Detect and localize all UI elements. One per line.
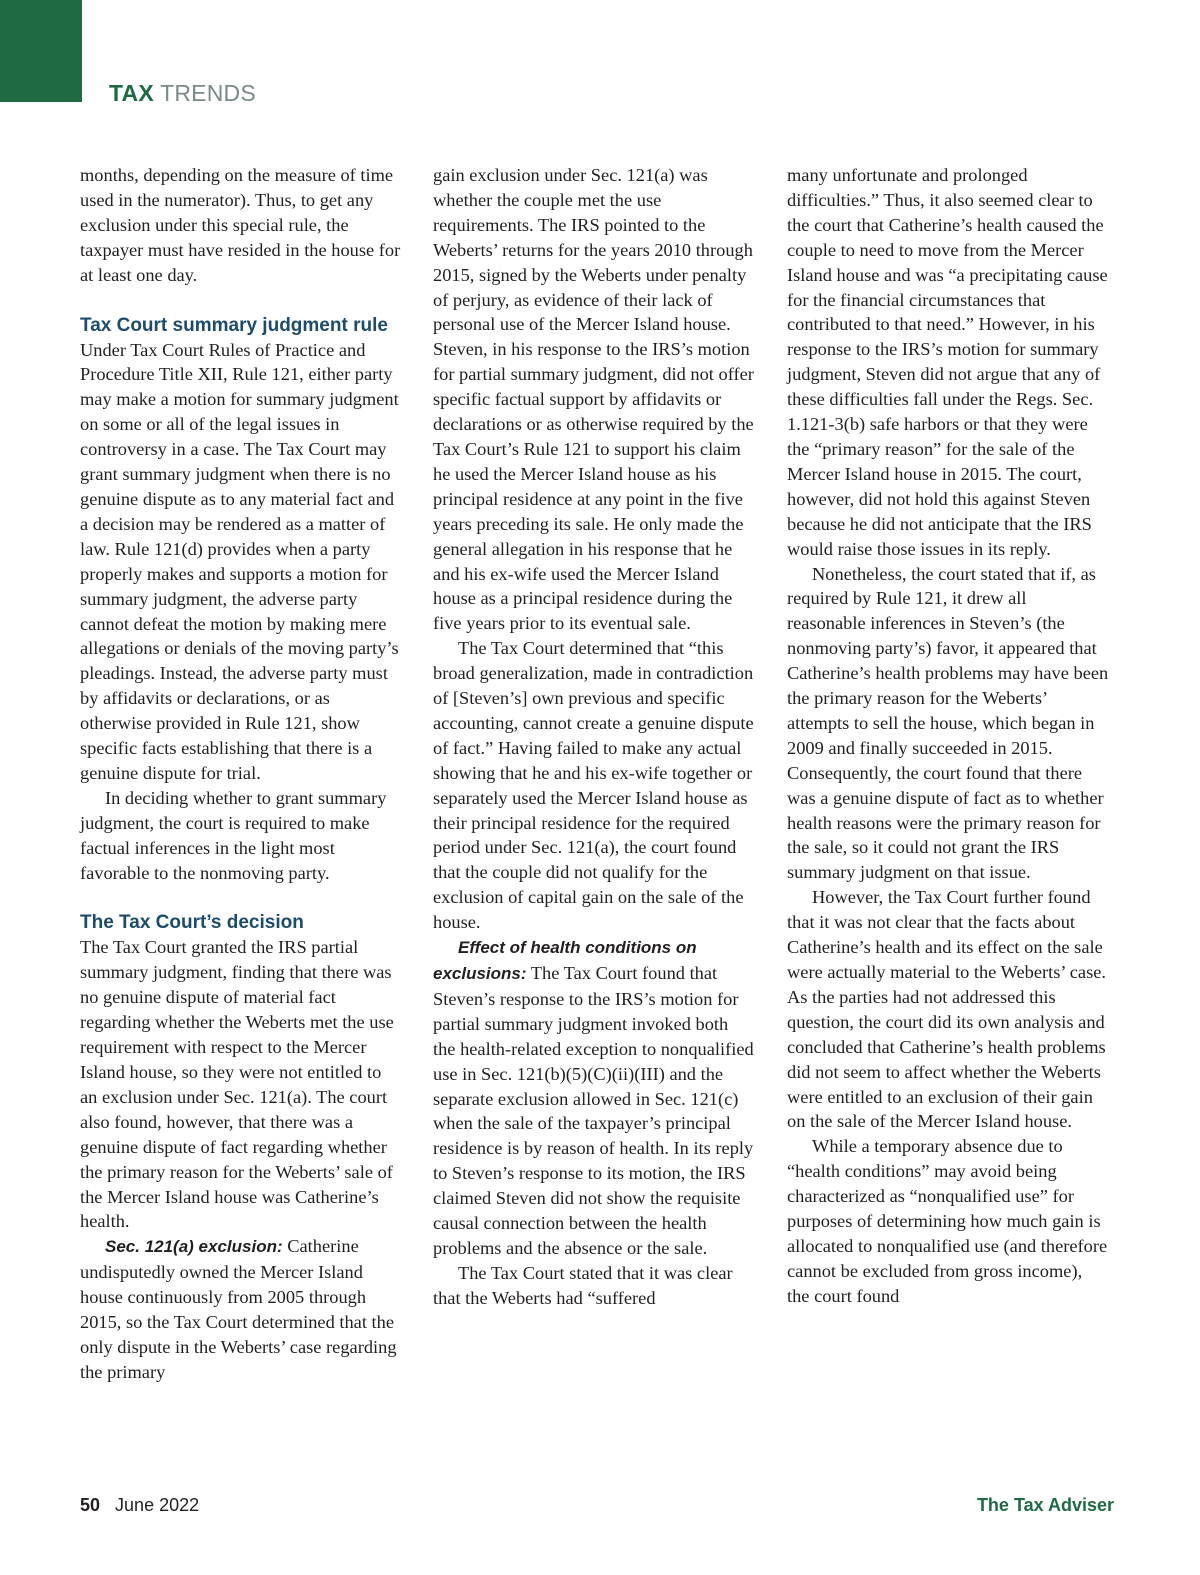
text-column-3 [787,163,1109,1309]
run-in-heading: Effect of health conditions on exclusions: [433,938,697,983]
subheading-summary-judgment-rule: Tax Court summary judgment rule [80,314,388,336]
paragraph: Under Tax Court Rules of Practice and Procedure Title XII, Rule 121, either party may make a motion for summary judgment on some or all of the legal issues in controversy in a case. The Tax Court may grant summary judgment when there is no genuine dispute as to any material fact and a decision may be rendered as a matter of law. Rule 121(d) provides when a party properly makes and supports a motion for summary judgment, the adverse party cannot defeat the motion by making mere allegations or denials of the moving party’s pleadings. Instead, the adverse party must by affidavits or declarations, or as otherwise provided in Rule 121, show specific facts establishing that there is a genuine dispute for trial. [80,339,399,783]
header-color-block [0,0,82,102]
run-in-heading: Sec. 121(a) exclusion: [105,1237,283,1257]
section-header [109,80,256,106]
paragraph: While a temporary absence due to “health conditions” may avoid being characterized as “nonqualified use” for purposes of determining how much gain is allocated to nonqualified use (and therefore cannot be excluded from gross income), the court found [787,1136,1108,1306]
section-header-bold: TAX [109,80,154,106]
publication-name: The Tax Adviser [976,1495,1114,1515]
paragraph: In deciding whether to grant summary judgment, the court is required to make factual inferences in the light most favorable to the nonmoving party. [80,787,387,883]
paragraph-text: The Tax Court found that Steven’s response to the IRS’s motion for partial summary judgment invoked both the health-related exception to nonqualified use in Sec. 121(b)(5)(C)(ii)(III) and the separate exclusion allowed in Sec. 121(c) when the sale of the taxpayer’s principal residence is by reason of health. In its reply to Steven’s response to its motion, the IRS claimed Steven did not show the requisite causal connection between the health problems and the absence or the sale. [433,963,754,1258]
paragraph: The Tax Court determined that “this broad generalization, made in contradiction of [Steven’s] own previous and specific accounting, cannot create a genuine dispute of fact.” Having failed to make any actual showing that he and his ex-wife together or separately used the Mercer Island house as their principal residence for the required period under Sec. 121(a), the court found that the couple did not qualify for the exclusion of capital gain on the sale of the house. [433,638,754,933]
text-column-1 [80,163,402,1385]
issue-date: June 2022 [115,1495,200,1515]
paragraph: many unfortunate and prolonged difficulties.” Thus, it also seemed clear to the court that Catherine’s health caused the couple to need to move from the Mercer Island house and was “a precipitating cause for the financial circumstances that contributed to that need.” However, in his response to the IRS’s motion for summary judgment, Steven did not argue that any of these difficulties fall under the Regs. Sec. 1.121-3(b) safe harbors or that they were the “primary reason” for the sale of the Mercer Island house in 2015. The court, however, did not hold this against Steven because he did not anticipate that the IRS would raise those issues in its reply. [787,165,1108,559]
paragraph: The Tax Court stated that it was clear that the Weberts had “suffered [433,1262,733,1308]
section-header-light: TRENDS [160,80,256,106]
paragraph [433,935,755,1261]
paragraph: However, the Tax Court further found that it was not clear that the facts about Catherine’s health and its effect on the sale were actually material to the Weberts’ case. As the parties had not addressed this question, the court did its own analysis and concluded that Catherine’s health problems did not seem to affect whether the Weberts were entitled to an exclusion of their gain on the sale of the Mercer Island house. [787,887,1107,1132]
paragraph: months, depending on the measure of time used in the numerator). Thus, to get any exclusion under this special rule, the taxpayer must have resided in the house for at least one day. [80,165,401,285]
footer-folio [80,1495,199,1516]
paragraph: The Tax Court granted the IRS partial summary judgment, finding that there was no genuine dispute of material fact regarding whether the Weberts met the use requirement with respect to the Mercer Island house, so they were not entitled to an exclusion under Sec. 121(a). The court also found, however, that there was a genuine dispute of fact regarding whether the primary reason for the Weberts’ sale of the Mercer Island house was Catherine’s health. [80,937,394,1232]
paragraph: gain exclusion under Sec. 121(a) was whether the couple met the use requirements. The IRS pointed to the Weberts’ returns for the years 2010 through 2015, signed by the Weberts under penalty of perjury, as evidence of their lack of personal use of the Mercer Island house. Steven, in his response to the IRS’s motion for partial summary judgment, did not offer specific factual support by affidavits or declarations or as otherwise required by the Tax Court’s Rule 121 to support his claim he used the Mercer Island house as his principal residence at any point in the five years preceding its sale. He only made the general allegation in his response that he and his ex-wife used the Mercer Island house as a principal residence during the five years prior to its eventual sale. [433,165,754,634]
page-number: 50 [80,1495,101,1515]
paragraph-text: Catherine undisputedly owned the Mercer Island house continuously from 2005 through 2015, so the Tax Court determined that the only dispute in the Weberts’ case regarding the primary [80,1236,397,1382]
subheading-tax-court-decision: The Tax Court’s decision [80,912,304,934]
text-column-2 [433,163,755,1311]
paragraph [80,1234,402,1384]
paragraph: Nonetheless, the court stated that if, as required by Rule 121, it drew all reasonable inferences in Steven’s (the nonmoving party’s) favor, it appeared that Catherine’s health problems may have been the primary reason for the Weberts’ attempts to sell the house, which began in 2009 and finally succeeded in 2015. Consequently, the court found that there was a genuine dispute of fact as to whether health reasons were the primary reason for the sale, so it could not grant the IRS summary judgment on that issue. [787,563,1109,883]
